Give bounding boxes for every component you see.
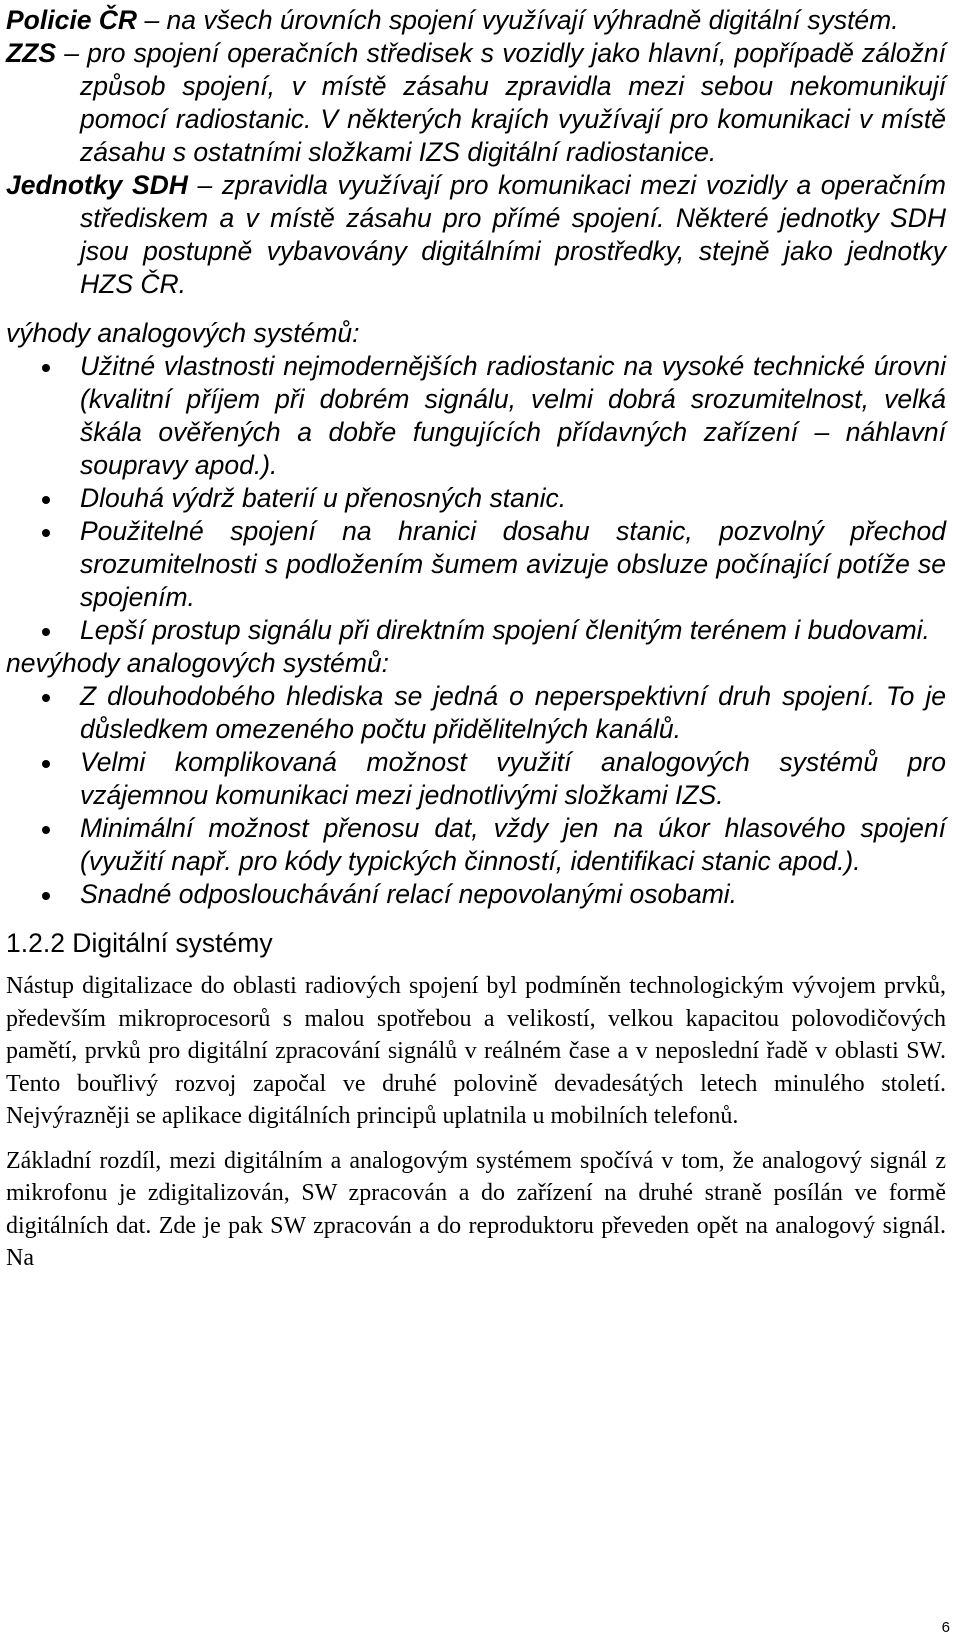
entry-policie (6, 4, 946, 37)
entry-text: – zpravidla využívají pro komunikaci mezi vozidly a operačním střediskem a v místě zásahu pro přímé spojení. Některé jednotky SDH jsou postupně vybavovány digitálními prostředky, stejně jako jednotky HZS ČR. (80, 170, 946, 299)
list-item: Velmi komplikovaná možnost využití analogových systémů pro vzájemnou komunikaci mezi jednotlivými složkami IZS. (6, 746, 946, 812)
list-item: Lepší prostup signálu při direktním spojení členitým terénem i budovami. (6, 614, 946, 647)
bullet-icon (42, 628, 50, 636)
list-item: Užitné vlastnosti nejmodernějších radiostanic na vysoké technické úrovni (kvalitní příjem při dobrém signálu, velmi dobrá srozumitelnost, velká škála ověřených a dobře fungujících přídavných zařízení – náhlavní soupravy apod.). (6, 350, 946, 482)
service-entries (6, 4, 946, 301)
entry-lead: Policie ČR (6, 5, 138, 35)
list-item: Snadné odposlouchávání relací nepovolanými osobami. (6, 878, 946, 911)
entry-text: – na všech úrovních spojení využívají výhradně digitální systém. (137, 5, 899, 35)
bullet-icon (42, 694, 50, 702)
page-number: 6 (941, 1619, 950, 1636)
list-item: Použitelné spojení na hranici dosahu stanic, pozvolný přechod srozumitelnosti s podložením šumem avizuje obsluze počínající potíže se spojením. (6, 515, 946, 614)
paragraph: Základní rozdíl, mezi digitálním a analogovým systémem spočívá v tom, že analogový signál z mikrofonu je zdigitalizován, SW zpracován a do zařízení na druhé straně posílán ve formě digitálních dat. Zde je pak SW zpracován a do reproduktoru převeden opět na analogový signál. Na (6, 1147, 946, 1271)
bullet-icon (42, 529, 50, 537)
bullet-icon (42, 364, 50, 372)
entry-lead: Jednotky SDH (6, 170, 188, 200)
bullet-icon (42, 892, 50, 900)
disadvantages-list (6, 680, 946, 911)
disadvantages-heading: nevýhody analogových systémů: (6, 648, 389, 678)
advantages-heading: výhody analogových systémů: (6, 318, 360, 348)
list-item: Dlouhá výdrž baterií u přenosných stanic. (6, 482, 946, 515)
section-heading: 1.2.2 Digitální systémy (6, 928, 273, 958)
list-item: Z dlouhodobého hlediska se jedná o neperspektivní druh spojení. To je důsledkem omezeného počtu přidělitelných kanálů. (6, 680, 946, 746)
advantages-list (6, 350, 946, 647)
entry-zzs (6, 37, 946, 169)
entry-text: – pro spojení operačních středisek s vozidly jako hlavní, popřípadě záložní způsob spojení, v místě zásahu zpravidla mezi sebou nekomunikují pomocí radiostanic. V některých krajích využívají pro komunikaci v místě zásahu s ostatními složkami IZS digitální radiostanice. (56, 38, 946, 167)
document-page (6, 0, 946, 1275)
list-item: Minimální možnost přenosu dat, vždy jen na úkor hlasového spojení (využití např. pro kódy typických činností, identifikaci stanic apod.). (6, 812, 946, 878)
bullet-icon (42, 760, 50, 768)
bullet-icon (42, 496, 50, 504)
entry-sdh (6, 169, 946, 301)
bullet-icon (42, 826, 50, 834)
paragraph: Nástup digitalizace do oblasti radiových spojení byl podmíněn technologickým vývojem prvků, především mikroprocesorů s malou spotřebou a velikostí, velkou kapacitou polovodičových pamětí, prvků pro digitální zpracování signálů v reálném čase a v neposlední řadě v oblasti SW. Tento bouřlivý rozvoj započal ve druhé polovině devadesátých letech minulého století. Nejvýrazněji se aplikace digitálních principů uplatnila u mobilních telefonů. (6, 973, 946, 1129)
entry-lead: ZZS (6, 38, 57, 68)
